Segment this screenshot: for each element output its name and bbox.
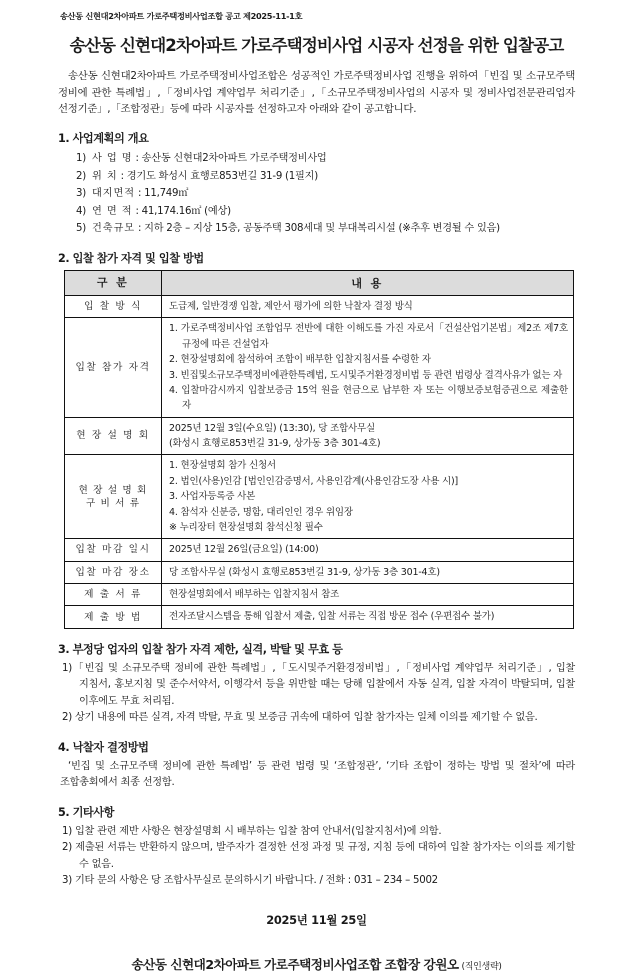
table-row-label: 현 장 설 명 회 bbox=[65, 417, 162, 455]
intro-paragraph: 송산동 신현대2차아파트 가로주택정비사업조합은 성공적인 가로주택정비사업 진행을 위하여「빈집 및 소규모주택 정비에 관한 특례법」,「정비사업 계약업무 처리기준」,「소규모주택정비사업의 시공자 및 정비사업전문관리업자 선정기준」,「조합정관」등에 따라 시공자를 선정하고자 아래와 같이 공고합니다. bbox=[58, 69, 575, 116]
table-row bbox=[65, 455, 574, 539]
table-row-label: 제 출 방 법 bbox=[65, 606, 162, 628]
section-4-heading: 4. 낙찰자 결정방법 bbox=[58, 740, 149, 754]
section-5-heading: 5. 기타사항 bbox=[58, 805, 115, 819]
list-item-value: : 지하 2층 – 지상 15층, 공동주택 308세대 및 부대복리시설 (※추후 변경될 수 있음) bbox=[134, 223, 500, 235]
list-item-label: 연 면 적 bbox=[92, 205, 133, 217]
list-item bbox=[76, 168, 575, 186]
list-item-value: : 41,174.16㎡ (예상) bbox=[132, 205, 231, 217]
table-row bbox=[65, 296, 574, 318]
list-item-label: 건축규모 bbox=[92, 223, 135, 235]
list-item-label: 사 업 명 bbox=[92, 153, 133, 165]
list-item bbox=[76, 150, 575, 168]
table-header-row bbox=[65, 271, 574, 296]
signer-line bbox=[58, 954, 575, 973]
table-cell-line: 도급제, 일반경쟁 입찰, 제안서 평가에 의한 낙찰자 결정 방식 bbox=[169, 301, 413, 313]
section-1-heading: 1. 사업계획의 개요 bbox=[58, 132, 149, 146]
table-body bbox=[65, 296, 574, 629]
table-row-label: 입 찰 방 식 bbox=[65, 296, 162, 318]
list-item bbox=[76, 220, 575, 238]
list-item bbox=[76, 203, 575, 221]
table-cell-list-item: 4. 입찰마감시까지 입찰보증금 15억 원을 현금으로 납부한 자 또는 이행보증보험증권으로 제출한 자 bbox=[169, 384, 568, 412]
table-cell-list-item: 2. 현장설명회에 참석하여 조합이 배부한 입찰지침서를 수령한 자 bbox=[169, 354, 431, 366]
table-header-content: 내 용 bbox=[162, 271, 574, 296]
list-item: 2) 상기 내용에 따른 실격, 자격 박탈, 무효 및 보증금 귀속에 대하여 입찰 참가자는 일체 이의를 제기할 수 없음. bbox=[62, 712, 538, 724]
table-cell-line: 전자조달시스템을 통해 입찰서 제출, 입찰 서류는 직접 방문 접수 (우편접수 불가) bbox=[169, 611, 495, 623]
table-cell-list-item: ※ 누리장터 현장설명회 참석신청 필수 bbox=[169, 521, 323, 533]
table-cell-line: (화성시 효행로853번길 31-9, 상가동 3층 301-4호) bbox=[169, 438, 381, 450]
table-row-content bbox=[162, 561, 574, 583]
page-title: 송산동 신현대2차아파트 가로주택정비사업 시공자 선정을 위한 입찰공고 bbox=[69, 35, 564, 55]
list-item-number: 1) bbox=[76, 153, 86, 165]
document-number: 송산동 신현대2차아파트 가로주택정비사업조합 공고 제2025-11-1호 bbox=[60, 11, 303, 21]
table-row-content bbox=[162, 584, 574, 606]
table-row bbox=[65, 417, 574, 455]
section-1-list bbox=[58, 150, 575, 238]
table-cell-list-item: 2. 법인(사용)인감 [법인인감증명서, 사용인감계(사용인감도장 사용 시)] bbox=[169, 475, 459, 487]
section-2-heading: 2. 입찰 참가 자격 및 입찰 방법 bbox=[58, 252, 204, 266]
table-row bbox=[65, 584, 574, 606]
table-cell-line: 2025년 12월 26일(금요일) (14:00) bbox=[169, 544, 319, 556]
section-4-body: ‘빈집 및 소규모주택 정비에 관한 특례법’ 등 관련 법령 및 ‘조합정관’, ‘기타 조합이 정하는 방법 및 절차’에 따라 조합총회에서 최종 선정함. bbox=[60, 760, 575, 789]
table-row bbox=[65, 539, 574, 561]
table-cell-list-item: 3. 사업자등록증 사본 bbox=[169, 491, 256, 503]
list-item: 2) 제출된 서류는 반환하지 않으며, 발주자가 결정한 선정 과정 및 규정, 지침 등에 대하여 입찰 참가자는 이의를 제기할 수 없음. bbox=[62, 842, 575, 870]
list-item: 1) 입찰 관련 제반 사항은 현장설명회 시 배부하는 입찰 참여 안내서(입찰지침서)에 의함. bbox=[62, 825, 442, 837]
table-row-label: 입찰 마감 일시 bbox=[65, 539, 162, 561]
list-item-number: 5) bbox=[76, 223, 86, 235]
table-row-label: 제 출 서 류 bbox=[65, 584, 162, 606]
issue-date: 2025년 11월 25일 bbox=[266, 912, 367, 927]
table-cell-line: 2025년 12월 3일(수요일) (13:30), 당 조합사무실 bbox=[169, 422, 375, 434]
table-row-content bbox=[162, 318, 574, 417]
signer-name: 송산동 신현대2차아파트 가로주택정비사업조합 조합장 강원오 bbox=[131, 956, 459, 972]
list-item: 3) 기타 문의 사항은 당 조합사무실로 문의하시기 바랍니다. / 전화 : 031 – 234 – 5002 bbox=[62, 875, 438, 887]
list-item-number: 2) bbox=[76, 170, 86, 182]
list-item-label: 대지면적 bbox=[92, 188, 135, 200]
table-row-label: 입찰 참가 자격 bbox=[65, 318, 162, 417]
table-row-content bbox=[162, 296, 574, 318]
list-item-value: : 경기도 화성시 효행로853번길 31-9 (1필지) bbox=[117, 170, 318, 182]
list-item-value: : 송산동 신현대2차아파트 가로주택정비사업 bbox=[132, 153, 327, 165]
table-cell-line: 현장설명회에서 배부하는 입찰지침서 참조 bbox=[169, 589, 340, 601]
table-cell-list-item: 4. 참석자 신분증, 명함, 대리인인 경우 위임장 bbox=[169, 506, 353, 518]
table-row-content bbox=[162, 417, 574, 455]
list-item-number: 4) bbox=[76, 205, 86, 217]
list-item-value: : 11,749㎡ bbox=[134, 188, 189, 200]
table-row bbox=[65, 561, 574, 583]
table-header-category: 구 분 bbox=[65, 271, 162, 296]
section-3-list bbox=[58, 661, 575, 727]
table-row-label: 현 장 설 명 회 구 비 서 류 bbox=[65, 455, 162, 539]
seal-note: (직인생략) bbox=[461, 961, 502, 972]
table-row bbox=[65, 606, 574, 628]
list-item bbox=[76, 185, 575, 203]
table-row-content bbox=[162, 539, 574, 561]
list-item-label: 위 치 bbox=[92, 170, 118, 182]
list-item-number: 3) bbox=[76, 188, 86, 200]
section-3-heading: 3. 부정당 업자의 입찰 참가 자격 제한, 실격, 박탈 및 무효 등 bbox=[58, 642, 343, 656]
table-cell-list-item: 1. 가로주택정비사업 조합업무 전반에 대한 이해도를 가진 자로서「건설산업기본법」제2조 제7호 규정에 따른 건설업자 bbox=[169, 323, 568, 350]
table-cell-line: 당 조합사무실 (화성시 효행로853번길 31-9, 상가동 3층 301-4호) bbox=[169, 566, 440, 578]
section-5-list bbox=[58, 824, 575, 890]
table-row-content bbox=[162, 606, 574, 628]
list-item: 1)「빈집 및 소규모주택 정비에 관한 특례법」,「도시및주거환경정비법」,「정비사업 계약업무 처리기준」, 입찰 지침서, 홍보지침 및 준수서약서, 이행각서 등을 위반할 때는 당해 입찰에서 자동 실격, 입찰 자격이 박탈되며, 입찰 이후에도 무효 처리됨. bbox=[62, 662, 575, 707]
table-cell-list-item: 3. 빈집및소규모주택정비에관한특례법, 도시및주거환경정비법 등 관련 법령상 결격사유가 없는 자 bbox=[169, 369, 563, 381]
bid-conditions-table bbox=[64, 270, 574, 629]
table-row bbox=[65, 318, 574, 417]
table-row-label: 입찰 마감 장소 bbox=[65, 561, 162, 583]
table-cell-list-item: 1. 현장설명회 참가 신청서 bbox=[169, 460, 276, 472]
table-row-content bbox=[162, 455, 574, 539]
